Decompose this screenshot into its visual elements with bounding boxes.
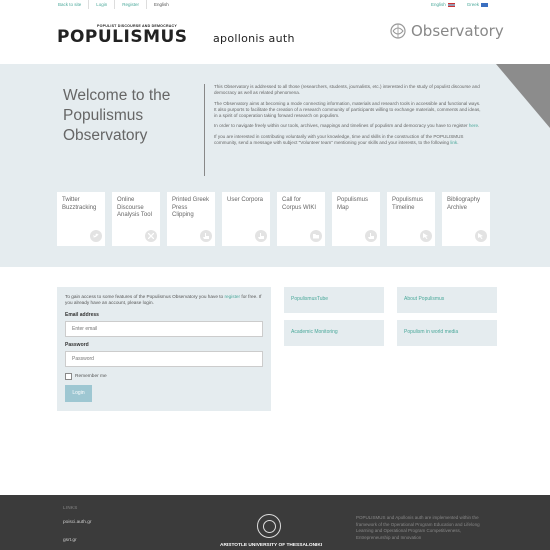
card-label: Populismus Timeline [392,197,424,211]
top-nav [58,0,176,9]
card-call-for-corpus-wiki[interactable] [277,192,325,246]
remember-me-label: Remember me [75,373,107,379]
footer-link-poisci[interactable]: poisci.auth.gr [63,520,92,525]
hand-pointer-icon [365,230,377,242]
folder-icon [310,230,322,242]
card-printed-greek-press-clipping[interactable] [167,192,215,246]
populismus-wordmark: POPULISMUS [57,27,188,47]
tools-icon [145,230,157,242]
card-user-corpora[interactable] [222,192,270,246]
login-button[interactable]: Login [65,385,92,402]
intro-paragraph: This Observatory is addressed to all those (researchers, students, journalists, etc.) interested in the study of populist discourse and democracy as well as related phenomena. [214,84,480,96]
university-name: ARISTOTLE UNIVERSITY OF THESSALONIKI [220,543,323,548]
welcome-text [214,84,484,150]
cursor-icon [420,230,432,242]
uk-flag-icon [448,3,455,7]
login-intro-text-end: for free. If you already have an account, please login. [65,294,262,306]
current-language: English [154,2,169,7]
hand-pointer-icon [200,230,212,242]
card-label: Twitter Buzztracking [62,197,97,211]
observatory-globe-icon [389,22,407,40]
link-about-populismus[interactable]: About Populismus [397,287,497,313]
card-populismus-timeline[interactable] [387,192,435,246]
header [0,10,550,64]
language-greek-link[interactable] [467,0,488,9]
register-link[interactable]: Register [115,0,147,9]
login-register-link[interactable]: register [224,294,241,299]
password-label: Password [65,341,89,348]
email-field[interactable] [65,321,263,337]
card-label: Bibliography Archive [447,197,481,211]
aims-paragraph: The Observatory aims at becoming a mode connecting information, materials and research tools in accessible and functional ways. It also purports to facilitate the creation of a research community of participants willing to exchange materials, comments and ideas, in a spirit of cooperation taking forward research on populism. [214,100,481,119]
login-link[interactable]: Login [89,0,115,9]
language-switcher [431,0,488,9]
language-english-link[interactable] [431,0,455,9]
footer-links-heading: LINKS [63,505,78,510]
language-english-label: English [430,2,446,7]
card-twitter-buzztracking[interactable] [57,192,105,246]
language-greek-label: Greek [466,2,479,7]
observatory-title: Observatory [411,22,504,40]
observatory-logo[interactable] [389,22,504,40]
volunteer-paragraph: If you are interested in contributing voluntarily with your knowledge, time and skills in the construction of the POPULISMUS community, send a message with subject "Volunteer team" mentioning your skills and your interests, to the following link. [214,133,464,146]
link-populism-in-world-media[interactable]: Populism in world media [397,320,497,346]
corner-decoration [496,64,550,128]
card-label: Populismus Map [337,197,369,211]
greek-flag-icon [481,3,488,7]
top-bar [0,0,550,9]
populismus-tagline: POPULIST DISCOURSE AND DEMOCRACY [97,24,177,28]
link-populismustube[interactable]: PopulismusTube [284,287,384,313]
register-paragraph: In order to navigate freely within our tools, archives, mappings and timelines of populism and democracy you have to register here. [214,123,480,129]
link-academic-monitoring[interactable]: Academic Monitoring [284,320,384,346]
footer [0,495,550,550]
password-field[interactable] [65,351,263,367]
welcome-divider [204,84,205,176]
card-populismus-map[interactable] [332,192,380,246]
card-bibliography-archive[interactable] [442,192,490,246]
welcome-title: Welcome to the Populismus Observatory [63,87,171,144]
footer-funding-text: POPULISMUS and Apollonis auth are implemented within the framework of the Operational Program Education and Lifelong Learning and Operational Program Competitiveness, Entrepreneurship and Innovation [356,515,480,540]
card-label: Online Discourse Analysis Tool [117,197,152,218]
tool-cards [57,192,490,246]
twitter-icon [90,230,102,242]
login-form [57,287,271,411]
card-online-discourse-analysis-tool[interactable] [112,192,160,246]
back-to-site-link[interactable]: Back to site [58,0,89,9]
volunteer-paragraph-text: If you are interested in contributing voluntarily with your knowledge, time and skills in the construction of the POPULISMUS community, send a message with subject "Volunteer team" mentioning your skills and your interests, to the following [214,133,464,146]
university-seal-icon [257,514,281,538]
remember-me [65,373,263,380]
welcome-section [0,64,550,267]
cursor-icon [475,230,487,242]
login-intro-text: To gain access to some features of the Populismus Observatory you have to [65,294,225,299]
email-label: Email address [65,311,99,318]
quick-links [284,287,497,346]
register-paragraph-text: In order to navigate freely within our tools, archives, mappings and timelines of populism and democracy you have to register [214,123,469,129]
hand-pointer-icon [255,230,267,242]
footer-link-gsrt[interactable]: gsrt.gr [63,538,77,543]
card-label: Printed Greek Press Clipping [172,197,210,218]
volunteer-link[interactable]: link [450,140,458,146]
remember-me-checkbox[interactable] [65,373,72,380]
card-label: Call for Corpus WIKI [282,197,317,211]
card-label: User Corpora [227,197,264,203]
apollonis-logo[interactable]: apollonis auth [213,32,295,45]
login-intro [65,294,263,307]
register-here-link[interactable]: here [468,123,479,129]
